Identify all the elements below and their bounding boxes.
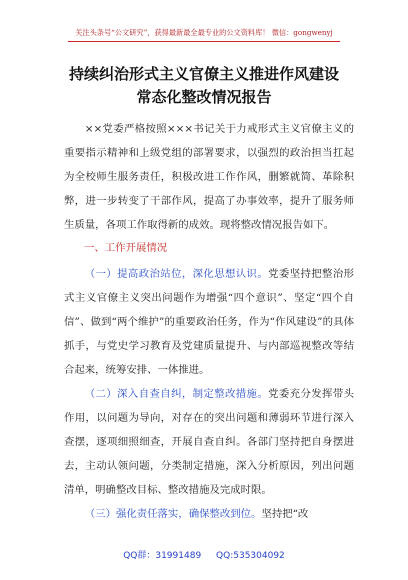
paragraph-1-lead: （一）提高政治站位，深化思想认识。 bbox=[84, 268, 269, 280]
paragraph-2-body: 党委充分发挥带头作用，以问题为导向，对存在的突出问题和薄弱环节进行深入查摆，逐项细照细查，开展自查自纠。各部门坚持把自身摆进去，主动认领问题，分类制定措施，深入分析原因，列出问题清单，明确整改目标、整改措施及完成时限。 bbox=[64, 388, 355, 496]
paragraph-3-lead: （三）强化责任落实，确保整改到位。 bbox=[84, 508, 262, 520]
document-title-line1: 持续纠治形式主义官僚主义推进作风建设 bbox=[68, 65, 339, 83]
paragraph-3-body: 坚持把“改 bbox=[261, 508, 309, 520]
footer-qq: QQ:535304092 bbox=[216, 551, 285, 561]
footer-contact bbox=[0, 548, 408, 561]
paragraph-1 bbox=[64, 262, 354, 382]
intro-paragraph: ××党委严格按照×××书记关于力戒形式主义官僚主义的重要指示精神和上级党组的部署要求，以强烈的政治担当扛起为全校师生服务责任，积极改进工作作风，删繁就简、革除积弊，进一步转变了干部作风，提高了办事效率，提升了服务师生质量，各项工作取得新的成效。现将整改情况报告如下。 bbox=[64, 123, 354, 231]
paragraph-2-lead: （二）深入自查自纠，制定整改措施。 bbox=[84, 388, 269, 400]
paragraph-1-body: 党委坚持把整治形式主义官僚主义突出问题作为增强“四个意识”、坚定“四个自信”、做到“两个维护”的重要政治任务，作为“作风建设”的具体抓手，与党史学习教育及党建质量提升、与内部巡视整改等结合起来，统筹安排、一体推进。 bbox=[64, 268, 355, 376]
header-banner bbox=[68, 28, 340, 42]
paragraph-3 bbox=[64, 502, 354, 526]
document-title-line2: 常态化整改情况报告 bbox=[136, 88, 272, 106]
section-heading-1: 一、工作开展情况 bbox=[84, 242, 168, 254]
footer-qq-group: QQ群：31991489 bbox=[123, 551, 202, 561]
paragraph-2 bbox=[64, 382, 354, 502]
header-promo-text: 关注头条号“公文研究”，获得最新最全最专业的公文资料库！ 微信：gongwenyj bbox=[75, 28, 333, 37]
